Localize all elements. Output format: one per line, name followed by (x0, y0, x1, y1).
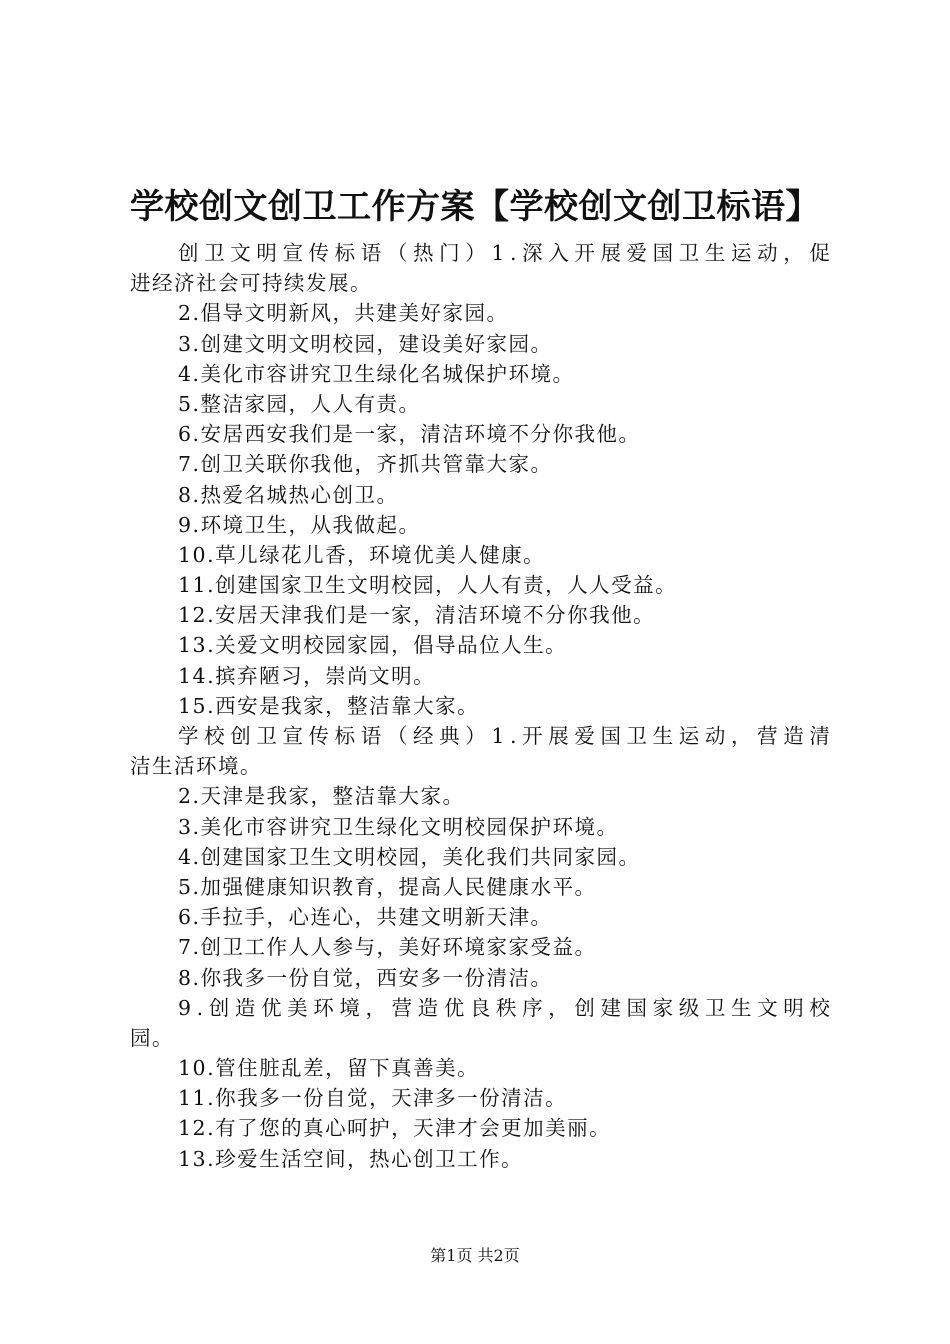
page-footer: 第1页 共2页 (430, 1246, 520, 1265)
text-line: 8.热爱名城热心创卫。 (178, 482, 399, 507)
text-line: 创 卫 文 明 宣 传 标 语 （ 热 门 ） 1 . 深 入 开 展 爱 国 卫 生 运 动 ， 促 (178, 241, 830, 265)
text-line: 14.摈弃陋习，崇尚文明。 (178, 663, 436, 688)
text-line: 8.你我多一份自觉，西安多一份清洁。 (178, 965, 553, 990)
text-line: 9 . 创 造 优 美 环 境 ， 营 造 优 良 秩 序 ， 创 建 国 家 级 卫 生 文 明 校 (178, 995, 830, 1020)
text-line: 10.草儿绿花儿香，环境优美人健康。 (178, 542, 546, 567)
text-line: 7.创卫工作人人参与，美好环境家家受益。 (178, 935, 597, 960)
text-line: 4.美化市容讲究卫生绿化名城保护环境。 (178, 361, 575, 386)
text-line: 3.创建文明文明校园，建设美好家园。 (178, 331, 553, 356)
text-line: 5.整洁家园，人人有责。 (178, 391, 421, 416)
text-line: 12.安居天津我们是一家，清洁环境不分你我他。 (178, 603, 656, 628)
text-line: 12.有了您的真心呵护，天津才会更加美丽。 (178, 1116, 612, 1141)
text-line: 进经济社会可持续发展。 (130, 271, 372, 296)
text-line: 学 校 创 卫 宣 传 标 语 （ 经 典 ） 1 . 开 展 爱 国 卫 生 运 动 ， 营 造 清 (178, 724, 830, 748)
text-line: 4.创建国家卫生文明校园，美化我们共同家园。 (178, 844, 641, 869)
text-line: 7.创卫关联你我他，齐抓共管靠大家。 (178, 452, 553, 477)
text-line: 2.天津是我家，整洁靠大家。 (178, 784, 465, 809)
document-title: 学校创文创卫工作方案【学校创文创卫标语】 (130, 187, 820, 227)
document-body (130, 238, 830, 1174)
text-line: 3.美化市容讲究卫生绿化文明校园保护环境。 (178, 814, 619, 839)
text-line: 6.安居西安我们是一家，清洁环境不分你我他。 (178, 422, 641, 447)
text-line: 9.环境卫生，从我做起。 (178, 512, 421, 537)
text-line: 园。 (130, 1025, 174, 1050)
text-line: 11.创建国家卫生文明校园，人人有责，人人受益。 (178, 573, 678, 598)
text-line: 13.关爱文明校园家园，倡导品位人生。 (178, 633, 568, 658)
text-line: 11.你我多一份自觉，天津多一份清洁。 (178, 1086, 568, 1111)
text-line: 15.西安是我家，整洁靠大家。 (178, 693, 480, 718)
text-line: 10.管住脏乱差，留下真善美。 (178, 1056, 480, 1081)
text-line: 13.珍爱生活空间，热心创卫工作。 (178, 1146, 524, 1171)
text-line: 6.手拉手，心连心，共建文明新天津。 (178, 905, 553, 930)
text-line: 洁生活环境。 (130, 754, 262, 779)
text-line: 5.加强健康知识教育，提高人民健康水平。 (178, 874, 597, 899)
text-line: 2.倡导文明新风，共建美好家园。 (178, 301, 509, 326)
